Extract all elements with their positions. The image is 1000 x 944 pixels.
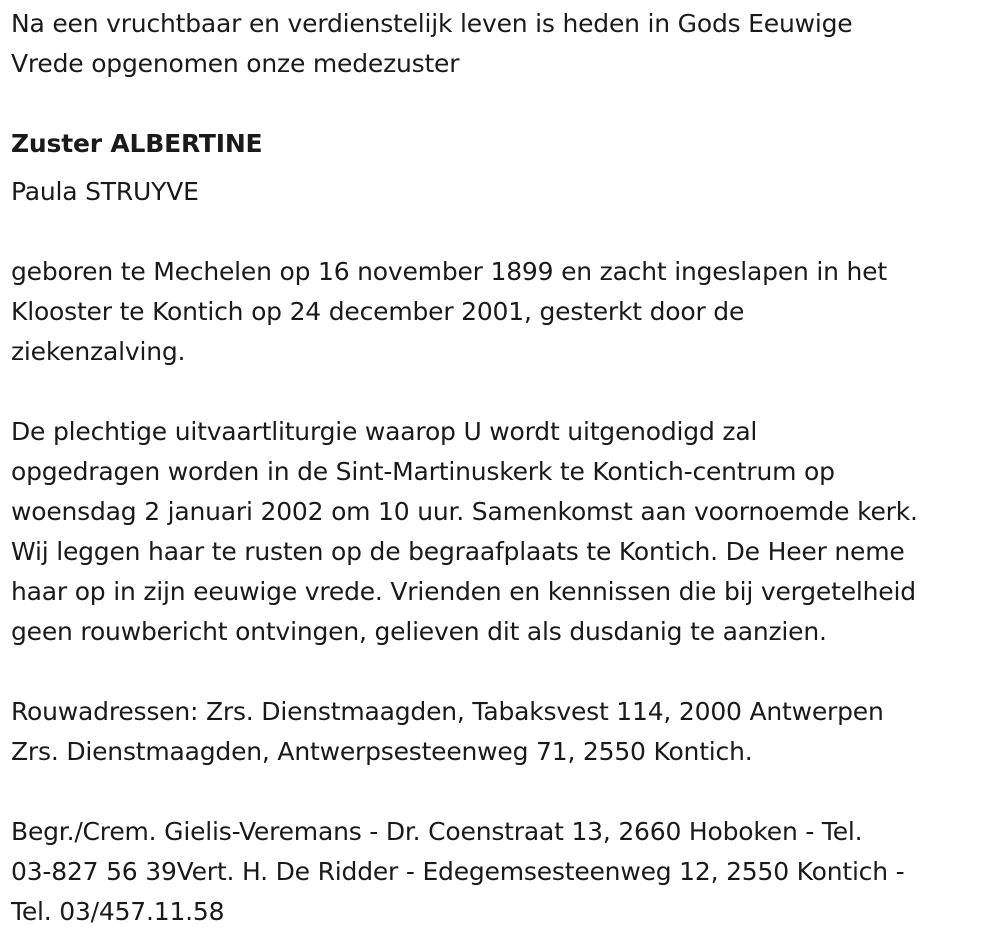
address-line: Zrs. Dienstmaagden, Antwerpsesteenweg 71, 2550 Kontich. <box>11 737 753 766</box>
intro-paragraph <box>11 4 996 84</box>
religious-name: Zuster ALBERTINE <box>11 129 263 158</box>
funeral-line: geen rouwbericht ontvingen, gelieven dit als dusdanig te aanzien. <box>11 617 827 646</box>
funeral-line: Wij leggen haar te rusten op de begraafplaats te Kontich. De Heer neme <box>11 537 905 566</box>
undertaker-line: Begr./Crem. Gielis-Veremans - Dr. Coenstraat 13, 2660 Hoboken - Tel. <box>11 817 863 846</box>
intro-line: Vrede opgenomen onze medezuster <box>11 49 460 78</box>
obituary-document <box>11 4 996 932</box>
funeral-line: De plechtige uitvaartliturgie waarop U wordt uitgenodigd zal <box>11 417 758 446</box>
undertaker-line: Tel. 03/457.11.58 <box>11 897 225 926</box>
address-line: Rouwadressen: Zrs. Dienstmaagden, Tabaksvest 114, 2000 Antwerpen <box>11 697 884 726</box>
birth-death-line: geboren te Mechelen op 16 november 1899 en zacht ingeslapen in het <box>11 257 887 286</box>
funeral-line: woensdag 2 januari 2002 om 10 uur. Samenkomst aan voornoemde kerk. <box>11 497 918 526</box>
undertaker-paragraph <box>11 812 996 932</box>
civil-name: Paula STRUYVE <box>11 177 199 206</box>
birth-death-line: ziekenzalving. <box>11 337 186 366</box>
funeral-line: opgedragen worden in de Sint-Martinuskerk te Kontich-centrum op <box>11 457 835 486</box>
intro-line: Na een vruchtbaar en verdienstelijk leven is heden in Gods Eeuwige <box>11 9 853 38</box>
funeral-line: haar op in zijn eeuwige vrede. Vrienden en kennissen die bij vergetelheid <box>11 577 916 606</box>
addresses-paragraph <box>11 692 996 772</box>
undertaker-line: 03-827 56 39Vert. H. De Ridder - Edegemsesteenweg 12, 2550 Kontich - <box>11 857 905 886</box>
funeral-paragraph <box>11 412 996 652</box>
birth-death-line: Klooster te Kontich op 24 december 2001, gesterkt door de <box>11 297 745 326</box>
birth-death-paragraph <box>11 252 996 372</box>
